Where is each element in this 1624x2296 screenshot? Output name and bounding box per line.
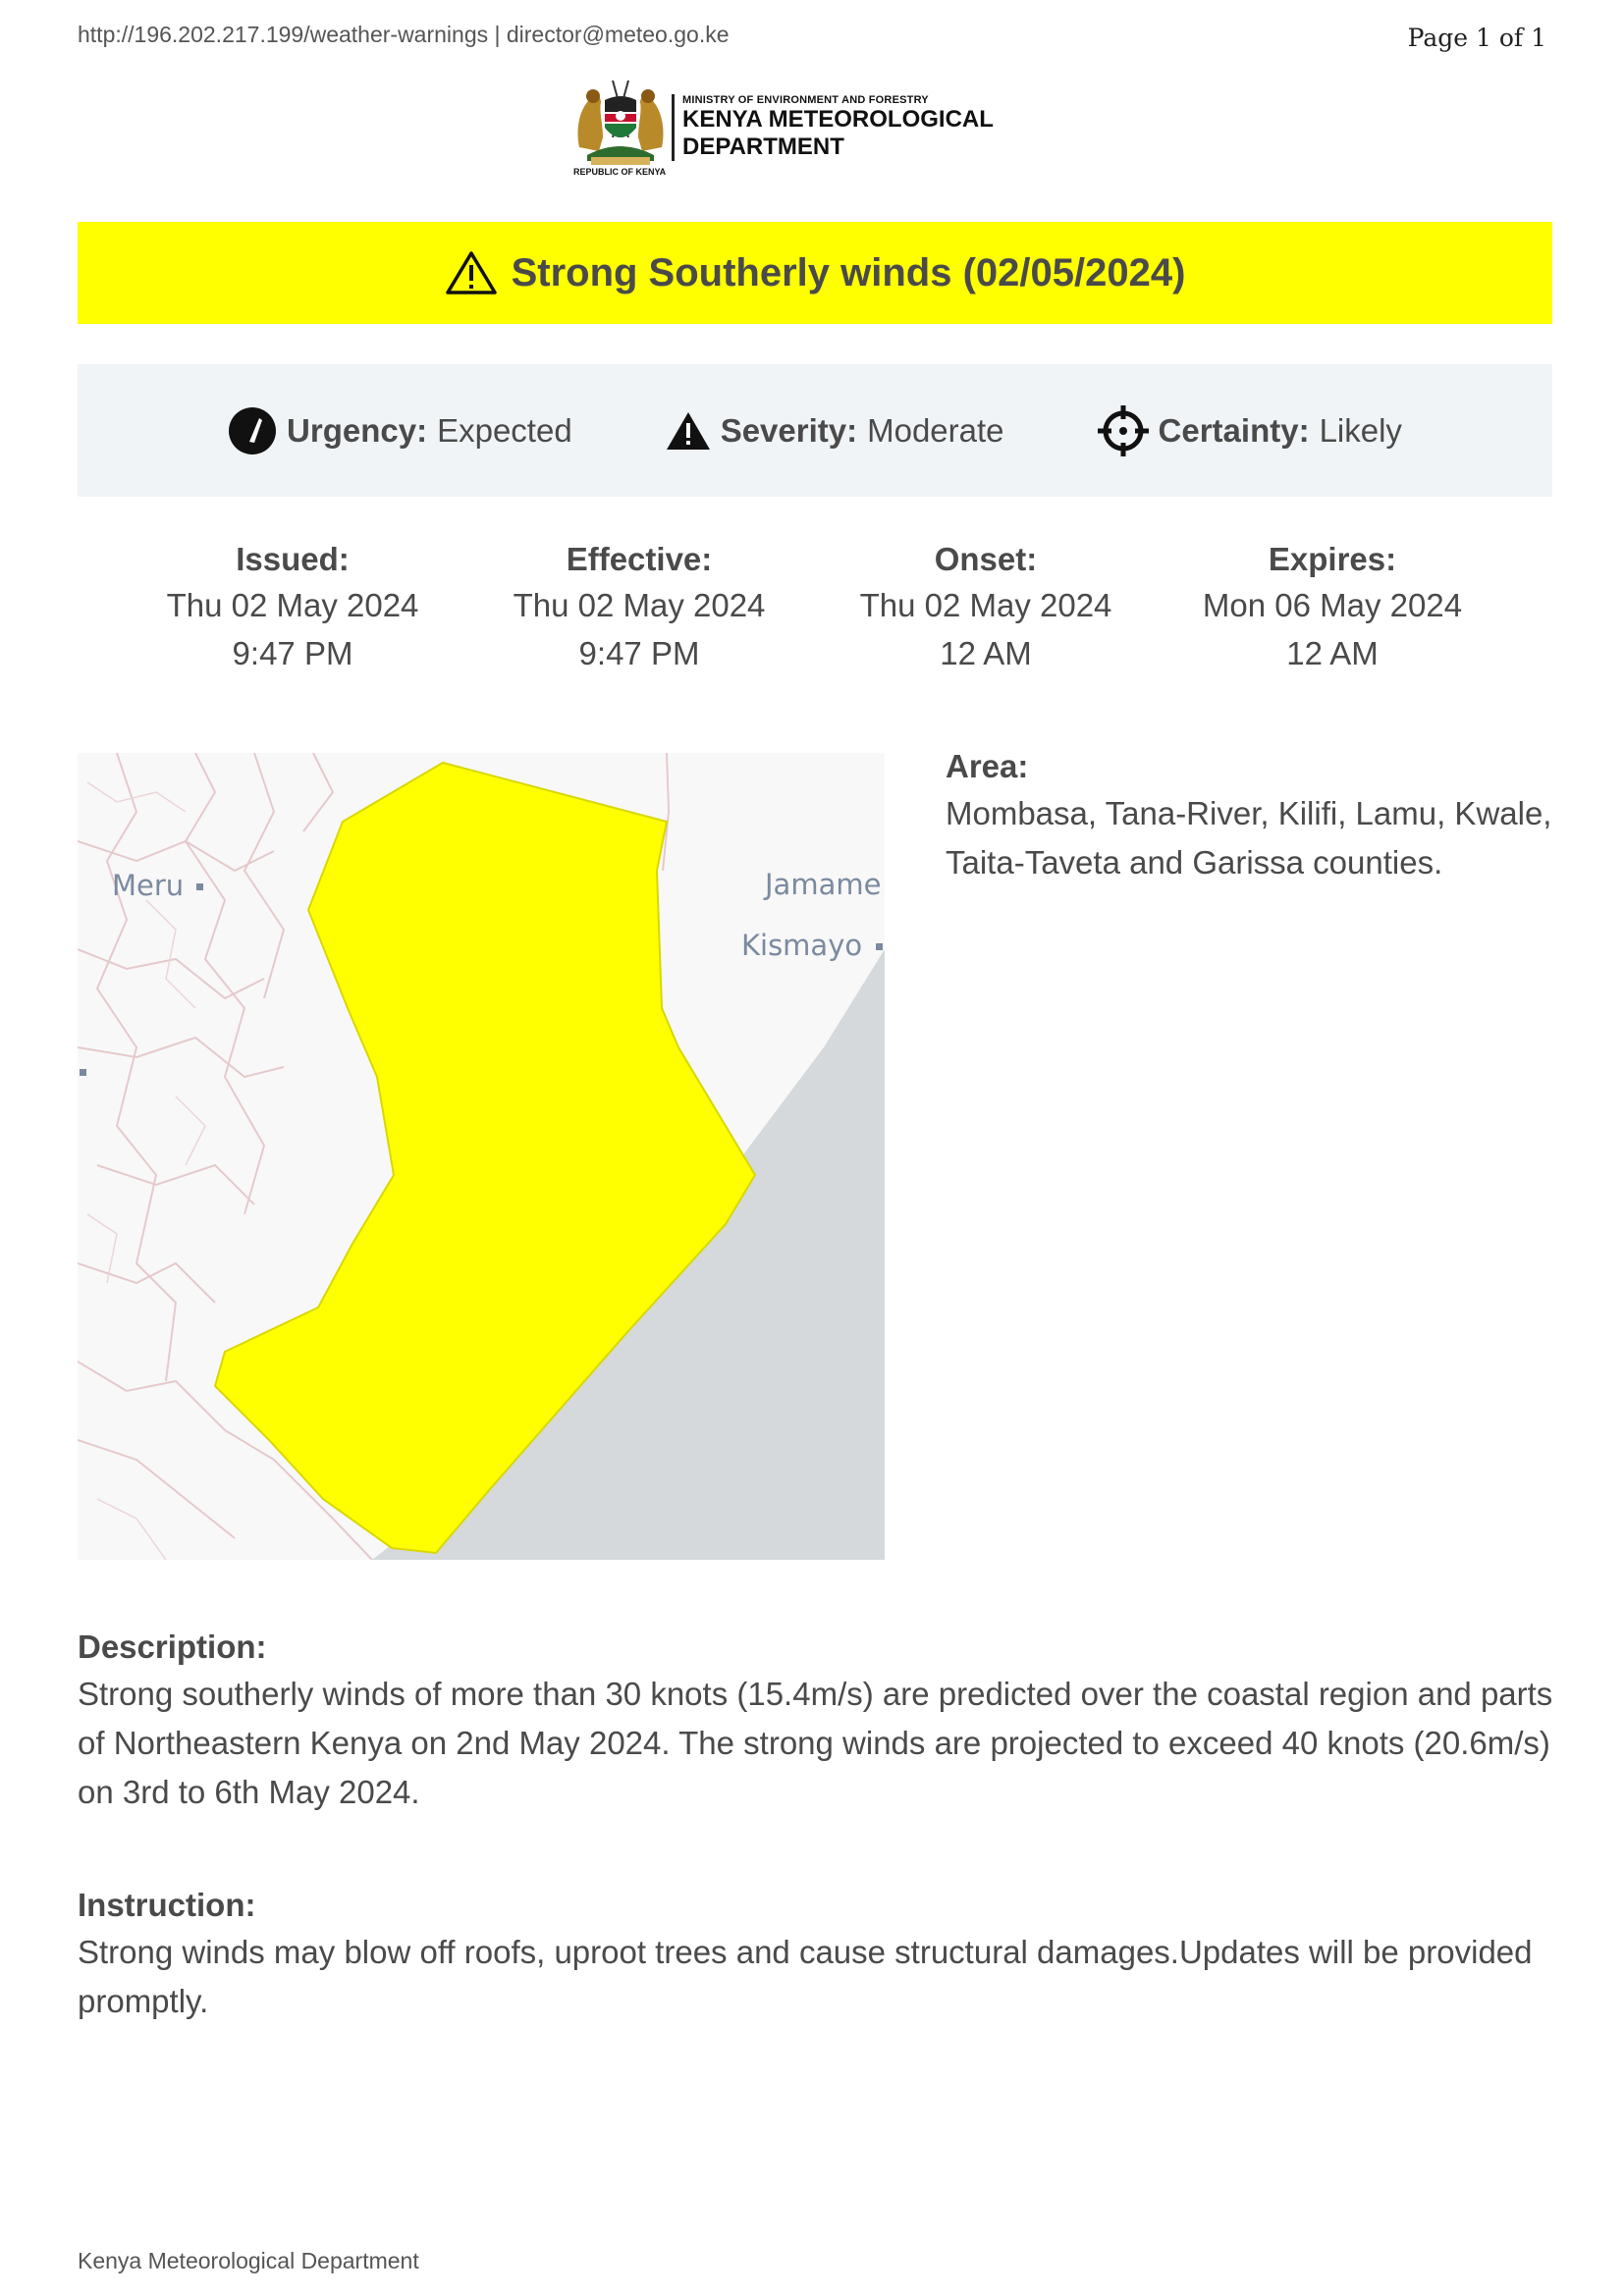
alert-meta-box bbox=[78, 364, 1552, 497]
date-value: Thu 02 May 2024 bbox=[859, 587, 1112, 623]
certainty-value: Likely bbox=[1319, 411, 1402, 449]
map-label-jamame: Jamame bbox=[765, 868, 882, 901]
kmd-logo bbox=[573, 77, 996, 183]
date-label: Expires: bbox=[1268, 541, 1397, 577]
instruction-text: Strong winds may blow off roofs, uproot trees and cause structural damages.Updates will be provided promptly. bbox=[78, 1934, 1533, 2019]
logo-text bbox=[672, 94, 994, 161]
date-effective bbox=[482, 538, 796, 677]
time-value: 9:47 PM bbox=[232, 635, 353, 671]
date-label: Onset: bbox=[934, 541, 1038, 577]
severity-warning-icon bbox=[666, 410, 711, 452]
severity-item bbox=[666, 410, 1004, 452]
map-canvas bbox=[78, 753, 885, 1560]
date-value: Thu 02 May 2024 bbox=[513, 587, 766, 623]
time-value: 12 AM bbox=[940, 635, 1032, 671]
urgency-label: Urgency: bbox=[287, 411, 428, 449]
instruction-section bbox=[78, 1883, 1570, 2026]
warning-banner bbox=[78, 222, 1552, 324]
warning-area-map[interactable] bbox=[78, 753, 885, 1560]
map-label-meru: Meru bbox=[112, 869, 185, 902]
date-issued bbox=[135, 538, 450, 677]
map-label-kismayo: Kismayo bbox=[741, 929, 863, 962]
certainty-label: Certainty: bbox=[1158, 411, 1310, 449]
urgency-value: Expected bbox=[437, 411, 572, 449]
date-value: Mon 06 May 2024 bbox=[1202, 587, 1463, 623]
dates-row bbox=[78, 538, 1552, 685]
time-value: 9:47 PM bbox=[578, 635, 700, 671]
date-onset bbox=[829, 538, 1143, 677]
warning-title: Strong Southerly winds (02/05/2024) bbox=[511, 250, 1186, 294]
coat-of-arms-icon bbox=[573, 79, 668, 169]
time-value: 12 AM bbox=[1286, 635, 1379, 671]
area-label: Area: bbox=[946, 748, 1029, 784]
date-label: Effective: bbox=[566, 541, 713, 577]
date-expires bbox=[1175, 538, 1489, 677]
severity-label: Severity: bbox=[720, 411, 858, 449]
description-label: Description: bbox=[78, 1629, 267, 1665]
logo-ministry: MINISTRY OF ENVIRONMENT AND FORESTRY bbox=[682, 94, 929, 106]
logo-name-line2: DEPARTMENT bbox=[682, 133, 844, 160]
area-section bbox=[946, 744, 1574, 887]
urgency-item bbox=[228, 406, 572, 455]
logo-republic: REPUBLIC OF KENYA bbox=[573, 167, 667, 177]
area-text: Mombasa, Tana-River, Kilifi, Lamu, Kwale, Taita-Taveta and Garissa counties. bbox=[946, 795, 1552, 881]
description-text: Strong southerly winds of more than 30 knots (15.4m/s) are predicted over the coastal region and parts of Northeastern Kenya on 2nd May 2024. The strong winds are projected to exceed 40 knots (20.6m/s) on 3rd to 6th May 2024. bbox=[78, 1676, 1553, 1810]
clock-gauge-icon bbox=[228, 406, 277, 455]
certainty-item bbox=[1098, 405, 1402, 456]
logo-name-line1: KENYA METEOROLOGICAL bbox=[682, 106, 994, 133]
date-label: Issued: bbox=[236, 541, 350, 577]
description-section bbox=[78, 1625, 1570, 1817]
footer-text: Kenya Meteorological Department bbox=[78, 2248, 419, 2273]
page-number: Page 1 of 1 bbox=[1407, 24, 1546, 52]
instruction-label: Instruction: bbox=[78, 1887, 256, 1923]
date-value: Thu 02 May 2024 bbox=[166, 587, 419, 623]
crosshair-icon bbox=[1098, 405, 1149, 456]
severity-value: Moderate bbox=[867, 411, 1004, 449]
header-url-line: http://196.202.217.199/weather-warnings | director@meteo.go.ke bbox=[78, 22, 730, 47]
warning-triangle-icon bbox=[445, 249, 498, 296]
